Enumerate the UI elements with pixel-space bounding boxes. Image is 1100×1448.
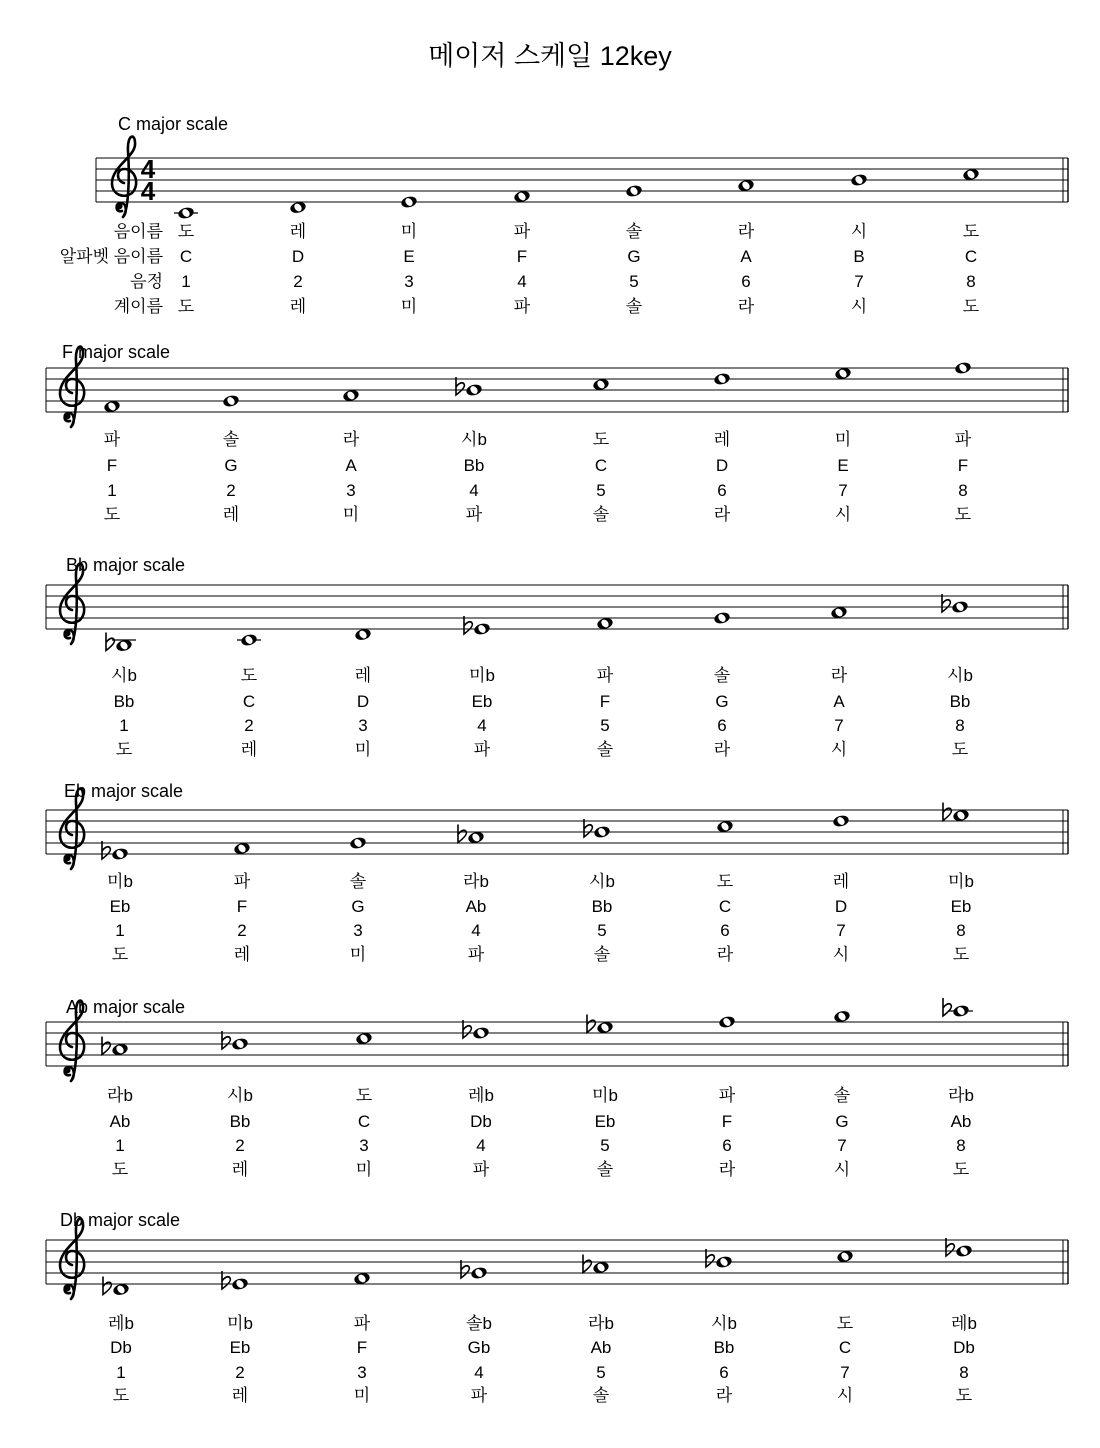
note-interval: 6 — [741, 272, 751, 291]
whole-note — [584, 819, 611, 839]
scale-block — [46, 997, 1068, 1179]
whole-note — [342, 388, 360, 402]
row-header: 알파벳 음이름 — [59, 247, 163, 266]
note-korean-name: 라 — [830, 666, 848, 685]
clef-dot — [63, 854, 70, 861]
note-solfege: 레 — [240, 740, 258, 759]
note-korean-name: 도 — [355, 1086, 373, 1105]
note-interval: 3 — [353, 921, 363, 940]
whole-note — [718, 1015, 736, 1029]
note-alphabet-name: G — [627, 247, 641, 266]
note-solfege: 도 — [177, 297, 195, 316]
note-korean-name: 시b — [711, 1314, 737, 1333]
note-alphabet-name: Ab — [950, 1112, 972, 1131]
note-korean-name: 파 — [353, 1314, 371, 1333]
whole-note — [596, 616, 614, 630]
note-interval: 5 — [596, 481, 606, 500]
note-alphabet-name: C — [964, 247, 978, 266]
note-interval: 4 — [469, 481, 479, 500]
note-solfege: 도 — [112, 1386, 130, 1405]
flat-accidental-icon — [458, 825, 466, 843]
note-alphabet-name: A — [740, 247, 752, 266]
note-solfege: 파 — [473, 740, 491, 759]
note-interval: 4 — [517, 272, 527, 291]
note-interval: 7 — [854, 272, 864, 291]
scale-title: C major scale — [118, 114, 229, 134]
note-solfege: 미 — [355, 1160, 373, 1179]
note-alphabet-name: C — [718, 897, 732, 916]
note-alphabet-name: D — [356, 692, 370, 711]
note-solfege: 미 — [342, 505, 360, 524]
scale-block — [60, 114, 1068, 316]
note-solfege: 라 — [718, 1160, 736, 1179]
row-header: 음이름 — [113, 222, 163, 241]
note-alphabet-name: F — [516, 247, 528, 266]
note-korean-name: 미 — [400, 222, 418, 241]
note-interval: 1 — [116, 1363, 126, 1382]
whole-note — [943, 998, 973, 1018]
note-solfege: 미 — [400, 297, 418, 316]
note-korean-name: 시b — [227, 1086, 253, 1105]
note-interval: 7 — [834, 716, 844, 735]
whole-note — [713, 372, 731, 386]
staff — [46, 564, 1068, 644]
note-solfege: 파 — [513, 297, 531, 316]
whole-note — [458, 825, 485, 845]
note-interval: 8 — [958, 481, 968, 500]
note-korean-name: 미 — [834, 430, 852, 449]
note-korean-name: 시b — [111, 666, 137, 685]
note-interval: 1 — [119, 716, 129, 735]
note-korean-name: 시 — [850, 222, 868, 241]
flat-accidental-icon — [583, 1255, 591, 1273]
note-solfege: 미 — [349, 945, 367, 964]
note-solfege: 솔 — [592, 1386, 610, 1405]
note-korean-name: 도 — [240, 666, 258, 685]
whole-note — [962, 167, 980, 181]
note-solfege: 도 — [115, 740, 133, 759]
note-korean-name: 도 — [716, 872, 734, 891]
note-alphabet-name: C — [179, 247, 193, 266]
note-interval: 1 — [181, 272, 191, 291]
row-header: 계이름 — [113, 297, 163, 316]
note-korean-name: 시b — [947, 666, 973, 685]
whole-note — [583, 1255, 610, 1275]
note-alphabet-name: D — [291, 247, 305, 266]
note-korean-name: 파 — [718, 1086, 736, 1105]
note-solfege: 시 — [833, 1160, 851, 1179]
note-solfege: 레 — [289, 297, 307, 316]
whole-note — [222, 394, 240, 408]
scale-block — [46, 1210, 1068, 1405]
note-alphabet-name: G — [351, 897, 365, 916]
note-interval: 5 — [600, 716, 610, 735]
note-interval: 6 — [717, 716, 727, 735]
note-korean-name: 라 — [737, 222, 755, 241]
note-interval: 6 — [720, 921, 730, 940]
note-alphabet-name: E — [837, 456, 849, 475]
note-korean-name: 레 — [832, 872, 850, 891]
note-alphabet-name: Eb — [109, 897, 131, 916]
clef-dot — [63, 629, 70, 636]
note-interval: 3 — [357, 1363, 367, 1382]
flat-accidental-icon — [587, 1015, 595, 1033]
note-solfege: 레 — [222, 505, 240, 524]
flat-accidental-icon — [222, 1031, 230, 1049]
note-korean-name: 레 — [713, 430, 731, 449]
whole-note — [943, 803, 970, 823]
whole-note — [174, 206, 198, 220]
note-korean-name: 솔b — [466, 1314, 492, 1333]
flat-accidental-icon — [106, 633, 114, 651]
note-interval: 2 — [226, 481, 236, 500]
note-alphabet-name: Bb — [591, 897, 613, 916]
row-header: 음정 — [130, 272, 163, 291]
note-alphabet-name: Ab — [465, 897, 487, 916]
note-alphabet-name: Bb — [229, 1112, 251, 1131]
whole-note — [222, 1271, 249, 1291]
note-interval: 4 — [474, 1363, 484, 1382]
note-interval: 5 — [629, 272, 639, 291]
note-interval: 8 — [956, 1136, 966, 1155]
whole-note — [103, 399, 121, 413]
note-interval: 2 — [235, 1363, 245, 1382]
note-korean-name: 도 — [177, 222, 195, 241]
note-interval: 4 — [477, 716, 487, 735]
note-solfege: 레 — [231, 1160, 249, 1179]
whole-note — [289, 200, 307, 214]
note-solfege: 레 — [233, 945, 251, 964]
note-korean-name: 파 — [596, 666, 614, 685]
note-alphabet-name: Ab — [590, 1338, 612, 1357]
flat-accidental-icon — [461, 1260, 469, 1278]
scale-block — [46, 781, 1068, 964]
note-korean-name: 레 — [289, 222, 307, 241]
note-solfege: 도 — [951, 740, 969, 759]
note-alphabet-name: D — [834, 897, 848, 916]
note-korean-name: 라b — [948, 1086, 974, 1105]
note-interval: 5 — [597, 921, 607, 940]
note-solfege: 도 — [952, 1160, 970, 1179]
whole-note — [349, 836, 367, 850]
scale-title: Ab major scale — [66, 997, 186, 1017]
note-solfege: 솔 — [592, 505, 610, 524]
note-alphabet-name: F — [957, 456, 969, 475]
whole-note — [836, 1249, 854, 1263]
note-solfege: 솔 — [596, 1160, 614, 1179]
whole-note — [233, 841, 251, 855]
staff — [46, 789, 1068, 869]
whole-note — [625, 184, 643, 198]
note-solfege: 미 — [353, 1386, 371, 1405]
note-interval: 3 — [346, 481, 356, 500]
note-alphabet-name: G — [715, 692, 729, 711]
whole-note — [834, 366, 852, 380]
whole-note — [464, 616, 491, 636]
scale-title: Bb major scale — [66, 555, 186, 575]
note-korean-name: 라b — [588, 1314, 614, 1333]
scale-title: Db major scale — [60, 1210, 181, 1230]
whole-note — [355, 1031, 373, 1045]
note-korean-name: 솔 — [625, 222, 643, 241]
staff — [96, 137, 1068, 217]
note-korean-name: 라b — [463, 872, 489, 891]
time-signature — [141, 154, 156, 206]
note-korean-name: 도 — [836, 1314, 854, 1333]
note-interval: 2 — [237, 921, 247, 940]
clef-dot — [63, 412, 70, 419]
whole-note — [102, 841, 129, 861]
note-alphabet-name: Db — [953, 1338, 975, 1357]
note-korean-name: 솔 — [222, 430, 240, 449]
time-signature-top: 4 — [140, 154, 156, 184]
note-korean-name: 라b — [107, 1086, 133, 1105]
whole-note — [587, 1015, 614, 1035]
scale-title: Eb major scale — [64, 781, 184, 801]
note-solfege: 도 — [111, 1160, 129, 1179]
whole-note — [106, 633, 136, 653]
note-korean-name: 시b — [589, 872, 615, 891]
note-solfege: 라 — [713, 505, 731, 524]
note-interval: 3 — [358, 716, 368, 735]
whole-note — [456, 377, 483, 397]
note-alphabet-name: C — [357, 1112, 371, 1131]
note-solfege: 시 — [850, 297, 868, 316]
note-solfege: 도 — [111, 945, 129, 964]
note-solfege: 라 — [716, 945, 734, 964]
note-interval: 2 — [293, 272, 303, 291]
time-signature-bottom: 4 — [140, 176, 156, 206]
staff — [46, 1219, 1068, 1299]
note-korean-name: 파 — [513, 222, 531, 241]
whole-note — [833, 1009, 851, 1023]
note-solfege: 시 — [832, 945, 850, 964]
note-alphabet-name: Db — [470, 1112, 492, 1131]
whole-note — [222, 1031, 249, 1051]
note-solfege: 솔 — [596, 740, 614, 759]
note-alphabet-name: Eb — [950, 897, 972, 916]
note-solfege: 솔 — [593, 945, 611, 964]
flat-accidental-icon — [946, 1238, 954, 1256]
note-alphabet-name: Db — [110, 1338, 132, 1357]
note-interval: 1 — [115, 1136, 125, 1155]
note-solfege: 파 — [470, 1386, 488, 1405]
note-korean-name: 파 — [954, 430, 972, 449]
note-interval: 8 — [966, 272, 976, 291]
note-alphabet-name: Gb — [467, 1338, 491, 1357]
flat-accidental-icon — [463, 1020, 471, 1038]
flat-accidental-icon — [102, 1037, 110, 1055]
flat-accidental-icon — [706, 1249, 714, 1267]
note-solfege: 라 — [737, 297, 755, 316]
note-solfege: 라 — [713, 740, 731, 759]
clef-dot — [115, 202, 122, 209]
note-korean-name: 미b — [592, 1086, 618, 1105]
note-korean-name: 레b — [108, 1314, 134, 1333]
note-solfege: 시 — [834, 505, 852, 524]
note-solfege: 파 — [472, 1160, 490, 1179]
note-solfege: 레 — [231, 1386, 249, 1405]
staff — [46, 1001, 1068, 1081]
page-title: 메이저 스케일 12key — [428, 41, 672, 71]
note-korean-name: 미b — [227, 1314, 253, 1333]
note-interval: 7 — [837, 1136, 847, 1155]
whole-note — [400, 195, 418, 209]
note-korean-name: 레b — [951, 1314, 977, 1333]
note-korean-name: 솔 — [713, 666, 731, 685]
whole-note — [832, 814, 850, 828]
scale-block — [46, 342, 1068, 524]
note-korean-name: 라 — [342, 430, 360, 449]
whole-note — [354, 627, 372, 641]
flat-accidental-icon — [943, 998, 951, 1016]
flat-accidental-icon — [102, 841, 110, 859]
note-alphabet-name: C — [594, 456, 608, 475]
note-alphabet-name: G — [224, 456, 238, 475]
note-alphabet-name: F — [106, 456, 118, 475]
note-alphabet-name: Bb — [949, 692, 971, 711]
note-solfege: 도 — [952, 945, 970, 964]
flat-accidental-icon — [942, 594, 950, 612]
note-korean-name: 레 — [354, 666, 372, 685]
note-interval: 2 — [235, 1136, 245, 1155]
clef-dot — [63, 1284, 70, 1291]
note-korean-name: 미b — [107, 872, 133, 891]
note-alphabet-name: E — [403, 247, 415, 266]
note-alphabet-name: F — [356, 1338, 368, 1357]
note-interval: 8 — [959, 1363, 969, 1382]
whole-note — [102, 1037, 129, 1057]
note-alphabet-name: A — [345, 456, 357, 475]
note-interval: 6 — [717, 481, 727, 500]
note-korean-name: 도 — [962, 222, 980, 241]
note-korean-name: 파 — [103, 430, 121, 449]
note-korean-name: 솔 — [349, 872, 367, 891]
note-alphabet-name: Eb — [471, 692, 493, 711]
note-interval: 3 — [359, 1136, 369, 1155]
note-solfege: 도 — [954, 505, 972, 524]
whole-note — [954, 361, 972, 375]
note-alphabet-name: F — [236, 897, 248, 916]
whole-note — [237, 633, 261, 647]
note-korean-name: 미b — [469, 666, 495, 685]
note-solfege: 도 — [962, 297, 980, 316]
note-alphabet-name: Ab — [109, 1112, 131, 1131]
note-solfege: 솔 — [625, 297, 643, 316]
whole-note — [830, 605, 848, 619]
whole-note — [713, 611, 731, 625]
note-interval: 1 — [107, 481, 117, 500]
note-solfege: 도 — [955, 1386, 973, 1405]
flat-accidental-icon — [222, 1271, 230, 1289]
note-alphabet-name: G — [835, 1112, 849, 1131]
clef-dot — [63, 1066, 70, 1073]
note-solfege: 시 — [836, 1386, 854, 1405]
note-interval: 3 — [404, 272, 414, 291]
whole-note — [103, 1277, 130, 1297]
note-alphabet-name: C — [838, 1338, 852, 1357]
flat-accidental-icon — [584, 819, 592, 837]
scale-block — [46, 555, 1068, 759]
staff — [46, 347, 1068, 427]
note-interval: 5 — [600, 1136, 610, 1155]
note-interval: 4 — [476, 1136, 486, 1155]
whole-note — [716, 819, 734, 833]
note-korean-name: 레b — [468, 1086, 494, 1105]
flat-accidental-icon — [456, 377, 464, 395]
note-interval: 8 — [956, 921, 966, 940]
note-interval: 8 — [955, 716, 965, 735]
note-solfege: 파 — [465, 505, 483, 524]
note-solfege: 파 — [467, 945, 485, 964]
whole-note — [706, 1249, 733, 1269]
whole-note — [513, 189, 531, 203]
whole-note — [592, 377, 610, 391]
flat-accidental-icon — [103, 1277, 111, 1295]
note-alphabet-name: A — [833, 692, 845, 711]
whole-note — [461, 1260, 488, 1280]
note-solfege: 시 — [830, 740, 848, 759]
note-alphabet-name: Eb — [594, 1112, 616, 1131]
note-korean-name: 미b — [948, 872, 974, 891]
note-alphabet-name: D — [715, 456, 729, 475]
note-korean-name: 시b — [461, 430, 487, 449]
note-alphabet-name: F — [721, 1112, 733, 1131]
whole-note — [737, 178, 755, 192]
note-alphabet-name: Bb — [463, 456, 485, 475]
note-interval: 4 — [471, 921, 481, 940]
whole-note — [463, 1020, 490, 1040]
note-korean-name: 솔 — [833, 1086, 851, 1105]
whole-note — [946, 1238, 973, 1258]
note-alphabet-name: Eb — [229, 1338, 251, 1357]
note-solfege: 미 — [354, 740, 372, 759]
note-alphabet-name: C — [242, 692, 256, 711]
note-interval: 7 — [836, 921, 846, 940]
note-interval: 7 — [840, 1363, 850, 1382]
note-solfege: 도 — [103, 505, 121, 524]
flat-accidental-icon — [943, 803, 951, 821]
flat-accidental-icon — [464, 616, 472, 634]
scale-title: F major scale — [62, 342, 171, 362]
whole-note — [353, 1271, 371, 1285]
note-alphabet-name: B — [853, 247, 865, 266]
note-interval: 6 — [719, 1363, 729, 1382]
note-interval: 5 — [596, 1363, 606, 1382]
note-interval: 6 — [722, 1136, 732, 1155]
note-interval: 2 — [244, 716, 254, 735]
note-interval: 7 — [838, 481, 848, 500]
note-korean-name: 도 — [592, 430, 610, 449]
note-alphabet-name: Bb — [713, 1338, 735, 1357]
note-interval: 1 — [115, 921, 125, 940]
note-solfege: 라 — [715, 1386, 733, 1405]
note-alphabet-name: Bb — [113, 692, 135, 711]
note-korean-name: 파 — [233, 872, 251, 891]
whole-note — [850, 173, 868, 187]
note-alphabet-name: F — [599, 692, 611, 711]
whole-note — [942, 594, 969, 614]
